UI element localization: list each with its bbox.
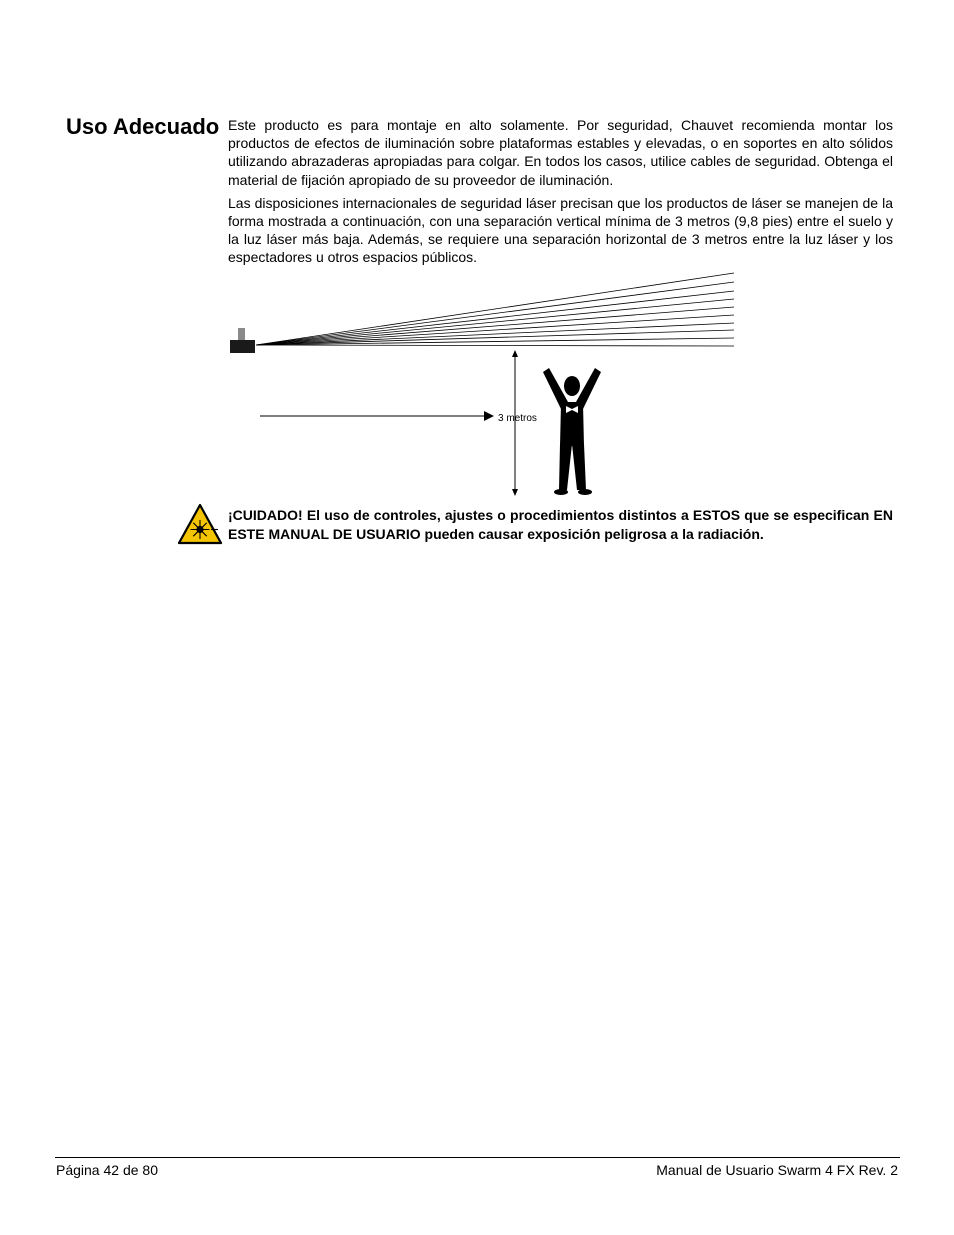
laser-beams	[256, 273, 734, 346]
body-text	[228, 116, 893, 272]
laser-warning-icon	[177, 503, 223, 545]
manual-title: Manual de Usuario Swarm 4 FX Rev. 2	[656, 1162, 898, 1178]
laser-clearance-diagram	[226, 268, 738, 500]
warning-text: ¡CUIDADO! El uso de controles, ajustes o procedimientos distintos a ESTOS que se especifican EN ESTE MANUAL DE USUARIO pueden causar exposición peligrosa a la radiación.	[228, 507, 893, 542]
laser-clearance-svg	[226, 268, 738, 500]
section-heading: Uso Adecuado	[66, 114, 220, 139]
paragraph-mounting: Este producto es para montaje en alto solamente. Por seguridad, Chauvet recomienda montar los productos de efectos de iluminación sobre plataformas estables y elevadas, o en soportes en alto sólidos utilizando abrazaderas apropiadas para colgar. En todos los casos, utilice cables de seguridad. Obtenga el material de fijación apropiado de su proveedor de iluminación.	[228, 117, 893, 188]
laser-projector-icon	[230, 328, 255, 353]
footer-divider	[55, 1157, 900, 1158]
distance-label: 3 metros	[498, 413, 537, 424]
horizontal-distance-arrow	[260, 411, 494, 421]
page-number: Página 42 de 80	[56, 1162, 158, 1178]
paragraph-laser-regulations: Las disposiciones internacionales de seguridad láser precisan que los productos de láser se manejen de la forma mostrada a continuación, con una separación vertical mínima de 3 metros (9,8 pies) entre el suelo y la luz láser más baja. Además, se requiere una separación horizontal de 3 metros entre la luz láser y los espectadores u otros espacios públicos.	[228, 194, 893, 266]
person-silhouette-icon	[543, 368, 601, 495]
